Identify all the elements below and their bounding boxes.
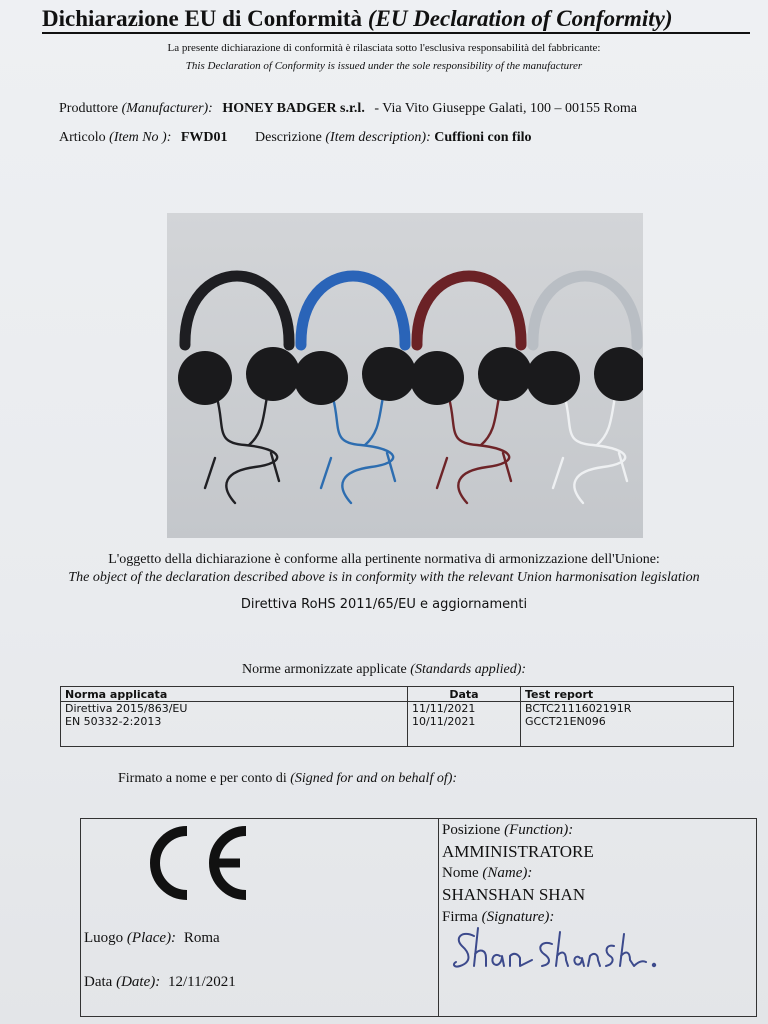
name-label: Nome (442, 865, 479, 881)
name-value: SHANSHAN SHAN (442, 885, 586, 904)
signature-box-divider (438, 818, 439, 1016)
item-desc-label-en: (Item description): (325, 130, 431, 145)
function-value: AMMINISTRATORE (442, 842, 594, 861)
function-label-en: (Function): (504, 822, 574, 838)
headphone-ear-cup (478, 347, 532, 401)
date-label-en: (Date): (116, 974, 161, 990)
name-label-en: (Name): (482, 865, 533, 881)
headphones-photo-svg (167, 213, 643, 538)
signed-for-en: (Signed for and on behalf of): (290, 771, 458, 786)
signature-scribble (448, 922, 668, 982)
item-desc-label: Descrizione (255, 130, 322, 145)
signed-for (118, 771, 457, 787)
intro-italian: La presente dichiarazione di conformità è rilasciata sotto l'esclusiva responsabilità del fabbricante: (167, 42, 601, 54)
signature-label-en: (Signature): (481, 909, 555, 925)
table-cell (408, 702, 521, 747)
signature-label: Firma (442, 909, 478, 925)
product-photo (167, 213, 643, 538)
signed-for-it: Firmato a nome e per conto di (118, 771, 287, 786)
manufacturer-name: HONEY BADGER s.r.l. (222, 101, 365, 116)
ce-mark (146, 826, 250, 900)
conformity-english: The object of the declaration described above is in conformity with the relevant Union harmonisation legislation (68, 570, 700, 585)
headphone-ear-cup (410, 351, 464, 405)
standards-heading (0, 662, 768, 678)
item-description: Cuffioni con filo (434, 130, 532, 145)
table-cell (521, 702, 734, 747)
place-value: Roma (183, 930, 220, 946)
place-label-en: (Place): (126, 930, 177, 946)
ce-mark-icon (146, 826, 250, 900)
standard-date: 11/11/2021 (412, 702, 476, 715)
title-main: Dichiarazione EU di Conformità (42, 6, 363, 31)
title-underline (42, 32, 750, 34)
intro-english: This Declaration of Conformity is issued under the sole responsibility of the manufacturer (185, 60, 583, 72)
headphone-ear-cup (526, 351, 580, 405)
standard-name: EN 50332-2:2013 (65, 715, 162, 728)
item-label: Articolo (59, 130, 106, 145)
standard-date: 10/11/2021 (412, 715, 476, 728)
table-header-row (61, 687, 734, 702)
date-row (84, 974, 236, 991)
standards-heading-en: (Standards applied): (410, 662, 527, 677)
column-header: Norma applicata (61, 687, 408, 702)
item-number: FWD01 (180, 130, 228, 145)
standards-heading-it: Norme armonizzate applicate (241, 662, 407, 677)
date-value: 12/11/2021 (167, 974, 236, 990)
table-cell (61, 702, 408, 747)
date-label: Data (84, 974, 113, 990)
test-report: GCCT21EN096 (525, 715, 606, 728)
item-label-en: (Item No ): (109, 130, 172, 145)
conformity-italian: L'oggetto della dichiarazione è conforme alla pertinente normativa di armonizzazione dell'Unione: (108, 552, 660, 567)
manufacturer-row (59, 101, 637, 117)
manufacturer-address: - Via Vito Giuseppe Galati, 100 – 00155 Roma (374, 101, 637, 116)
headphone-ear-cup (362, 347, 416, 401)
column-header: Test report (521, 687, 734, 702)
headphone-ear-cup (294, 351, 348, 405)
rohs-directive: Direttiva RoHS 2011/65/EU e aggiornamenti (240, 597, 528, 612)
place-label: Luogo (84, 930, 124, 946)
table-row (61, 702, 734, 747)
headphone-ear-cup (178, 351, 232, 405)
function-label-row (442, 822, 573, 839)
standards-table (60, 686, 734, 747)
column-header: Data (408, 687, 521, 702)
item-row (59, 130, 531, 146)
title-english: (EU Declaration of Conformity) (367, 6, 673, 31)
test-report: BCTC2111602191R (525, 702, 632, 715)
manufacturer-label-en: (Manufacturer): (121, 101, 213, 116)
function-label: Posizione (442, 822, 501, 838)
place-row (84, 930, 220, 947)
handwritten-signature (448, 922, 668, 982)
headphone-ear-cup (246, 347, 300, 401)
standard-name: Direttiva 2015/863/EU (65, 702, 188, 715)
manufacturer-label: Produttore (59, 101, 119, 116)
name-label-row (442, 865, 532, 882)
